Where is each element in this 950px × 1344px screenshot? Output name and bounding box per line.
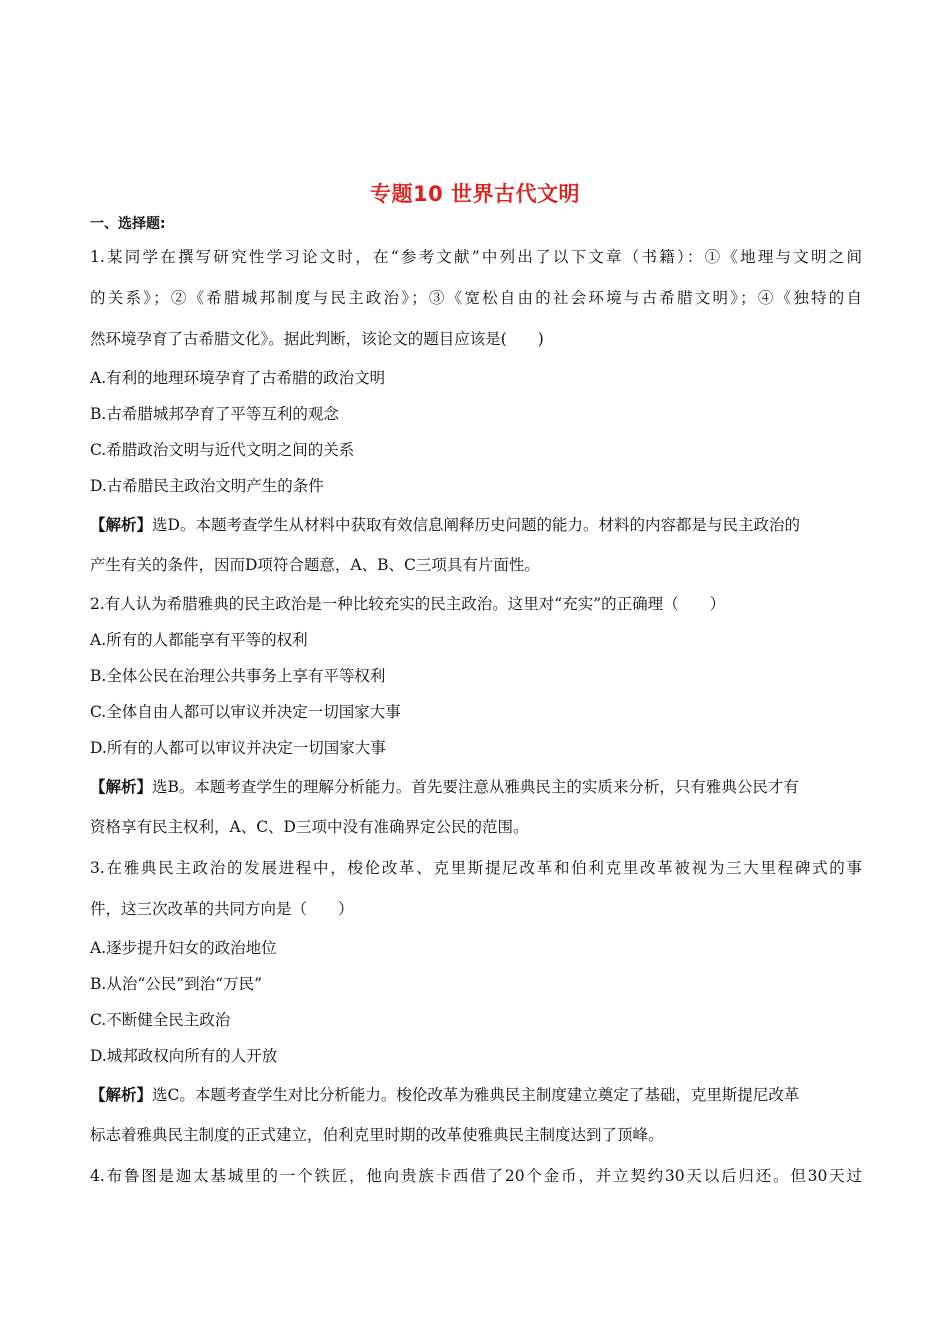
q3-option-a: A.逐步提升妇女的政治地位 (90, 939, 277, 957)
q2-option-d: D.所有的人都可以审议并决定一切国家大事 (90, 739, 386, 757)
q3-analysis-line-2: 标志着雅典民主制度的正式建立，伯利克里时期的改革使雅典民主制度达到了顶峰。 (90, 1126, 664, 1144)
q3-option-c: C.不断健全民主政治 (90, 1011, 231, 1029)
q3-option-d: D.城邦政权向所有的人开放 (90, 1047, 278, 1065)
q1-analysis-tag: 【解析】 (90, 515, 153, 534)
q1-stem-line-1: 1.某同学在撰写研究性学习论文时，在“参考文献”中列出了以下文章（书籍）：①《地理与文明之间 (90, 248, 862, 266)
q1-option-c: C.希腊政治文明与近代文明之间的关系 (90, 441, 355, 459)
document-title: 专题10 世界古代文明 (369, 182, 581, 206)
q1-stem-line-2: 的关系》；②《希腊城邦制度与民主政治》；③《宽松自由的社会环境与古希腊文明》；④《独特的自 (90, 289, 862, 307)
q2-analysis-line-2: 资格享有民主权利，A、C、D三项中没有准确界定公民的范围。 (90, 818, 529, 836)
q3-analysis-line-1 (90, 1074, 862, 1115)
section-heading: 一、选择题: (90, 216, 166, 232)
q3-analysis-tag: 【解析】 (90, 1085, 153, 1104)
q2-analysis-text: 选B。本题考查学生的理解分析能力。首先要注意从雅典民主的实质来分析，只有雅典公民才有 (152, 778, 799, 796)
q1-analysis-line-1 (90, 504, 862, 545)
q1-analysis-line-2: 产生有关的条件，因而D项符合题意，A、B、C三项具有片面性。 (90, 556, 540, 574)
q2-stem-line-1: 2.有人认为希腊雅典的民主政治是一种比较充实的民主政治。这里对“充实”的正确理（ ） (90, 595, 726, 613)
q1-stem-line-3: 然环境孕育了古希腊文化》。据此判断，该论文的题目应该是( ) (90, 330, 544, 348)
q3-option-b: B.从治“公民”到治“万民” (90, 975, 263, 993)
q2-analysis-line-1 (90, 766, 862, 807)
q3-stem-line-1: 3.在雅典民主政治的发展进程中，梭伦改革、克里斯提尼改革和伯利克里改革被视为三大里程碑式的事 (90, 859, 862, 877)
q1-analysis-text: 选D。本题考查学生从材料中获取有效信息阐释历史问题的能力。材料的内容都是与民主政治的 (152, 516, 800, 534)
q1-option-b: B.古希腊城邦孕育了平等互利的观念 (90, 405, 339, 423)
q2-option-c: C.全体自由人都可以审议并决定一切国家大事 (90, 703, 401, 721)
q4-stem-line-1: 4.布鲁图是迦太基城里的一个铁匠，他向贵族卡西借了20个金币，并立契约30天以后归还。但30天过 (90, 1167, 862, 1185)
document-body (90, 237, 862, 1197)
q1-option-d: D.古希腊民主政治文明产生的条件 (90, 477, 324, 495)
q3-stem-line-2: 件，这三次改革的共同方向是（ ） (90, 900, 354, 918)
q2-option-a: A.所有的人都能享有平等的权利 (90, 631, 308, 649)
q1-option-a: A.有利的地理环境孕育了古希腊的政治文明 (90, 369, 386, 387)
q2-analysis-tag: 【解析】 (90, 777, 153, 796)
q2-option-b: B.全体公民在治理公共事务上享有平等权利 (90, 667, 386, 685)
q3-analysis-text: 选C。本题考查学生对比分析能力。梭伦改革为雅典民主制度建立奠定了基础，克里斯提尼改革 (152, 1086, 800, 1104)
